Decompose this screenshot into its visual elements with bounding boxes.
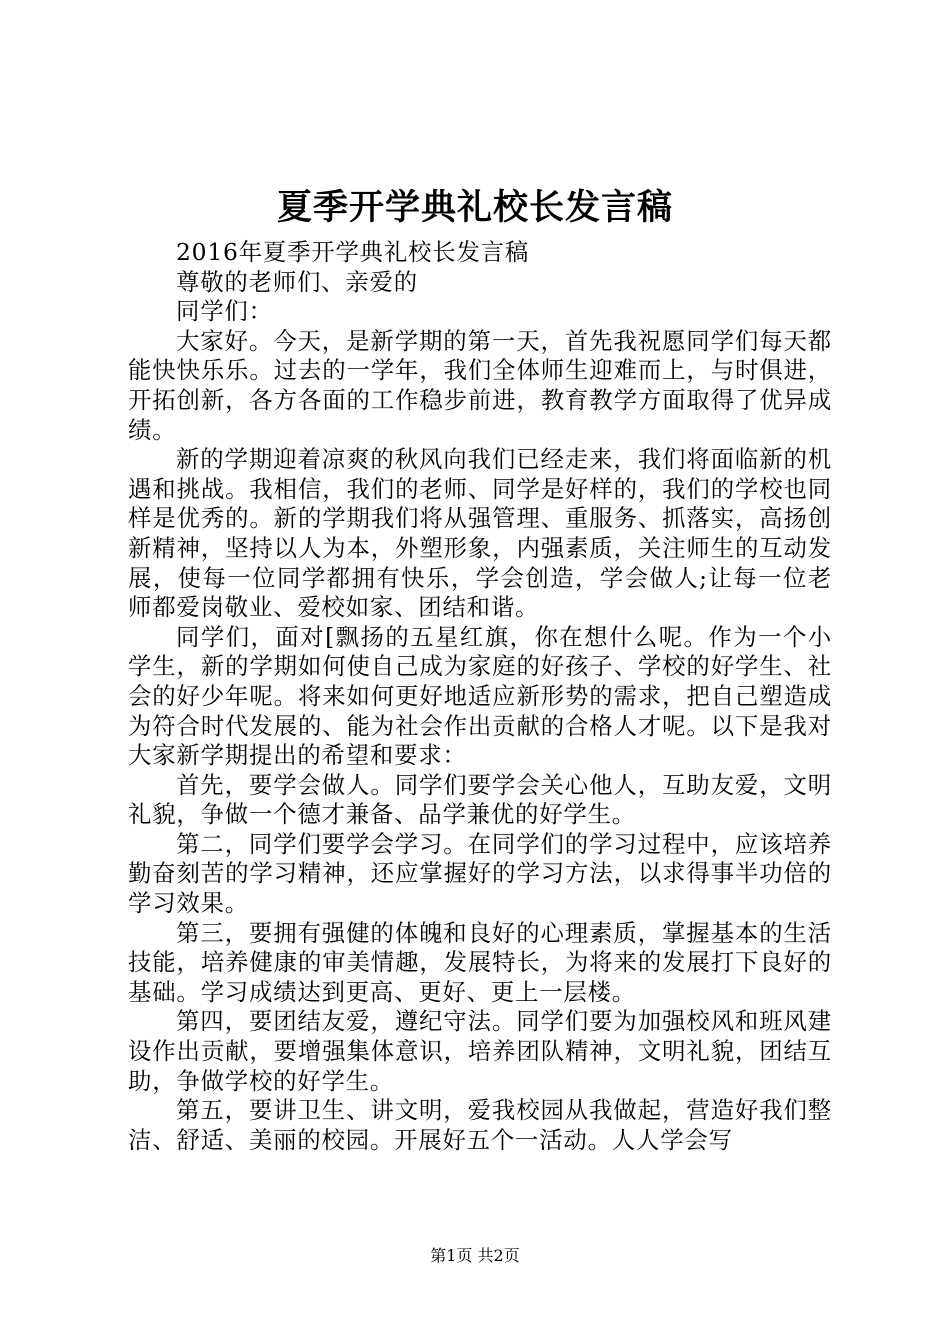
body-paragraph: 新的学期迎着凉爽的秋风向我们已经走来，我们将面临新的机遇和挑战。我相信，我们的老师、同学是好样的，我们的学校也同样是优秀的。新的学期我们将从强管理、重服务、抓落实，高扬创新精神，坚持以人为本，外塑形象，内强素质，关注师生的互动发展，使每一位同学都拥有快乐，学会创造，学会做人;让每一位老师都爱岗敬业、爱校如家、团结和谐。	[128, 445, 832, 622]
body-paragraph: 同学们，面对[飘扬的五星红旗，你在想什么呢。作为一个小学生，新的学期如何使自己成为家庭的好孩子、学校的好学生、社会的好少年呢。将来如何更好地适应新形势的需求，把自己塑造成为符合时代发展的、能为社会作出贡献的合格人才呢。以下是我对大家新学期提出的希望和要求：	[128, 622, 832, 770]
body-paragraph: 第二，同学们要学会学习。在同学们的学习过程中，应该培养勤奋刻苦的学习精神，还应掌握好的学习方法，以求得事半功倍的学习效果。	[128, 829, 832, 918]
salutation-line-2: 同学们：	[176, 297, 273, 326]
body-paragraph: 第五，要讲卫生、讲文明，爱我校园从我做起，营造好我们整洁、舒适、美丽的校园。开展好五个一活动。人人学会写	[128, 1096, 832, 1154]
body-paragraph: 第三，要拥有强健的体魄和良好的心理素质，掌握基本的生活技能，培养健康的审美情趣，发展特长，为将来的发展打下良好的基础。学习成绩达到更高、更好、更上一层楼。	[128, 918, 832, 1006]
body-paragraph: 大家好。今天，是新学期的第一天，首先我祝愿同学们每天都能快快乐乐。过去的一学年，我们全体师生迎难而上，与时俱进，开拓创新，各方各面的工作稳步前进，教育教学方面取得了优异成绩。	[128, 326, 832, 444]
page-number-footer: 第1页 共2页	[430, 1246, 520, 1265]
subtitle-line: 2016年夏季开学典礼校长发言稿	[176, 238, 530, 266]
body-paragraph: 第四，要团结友爱，遵纪守法。同学们要为加强校风和班风建设作出贡献，要增强集体意识，培养团队精神，文明礼貌，团结互助，争做学校的好学生。	[128, 1007, 832, 1095]
body-paragraph: 首先，要学会做人。同学们要学会关心他人，互助友爱，文明礼貌，争做一个德才兼备、品学兼优的好学生。	[128, 770, 832, 829]
document-title: 夏季开学典礼校长发言稿	[276, 187, 673, 228]
salutation-line-1: 尊敬的老师们、亲爱的	[176, 267, 418, 296]
document-body	[128, 238, 832, 1155]
